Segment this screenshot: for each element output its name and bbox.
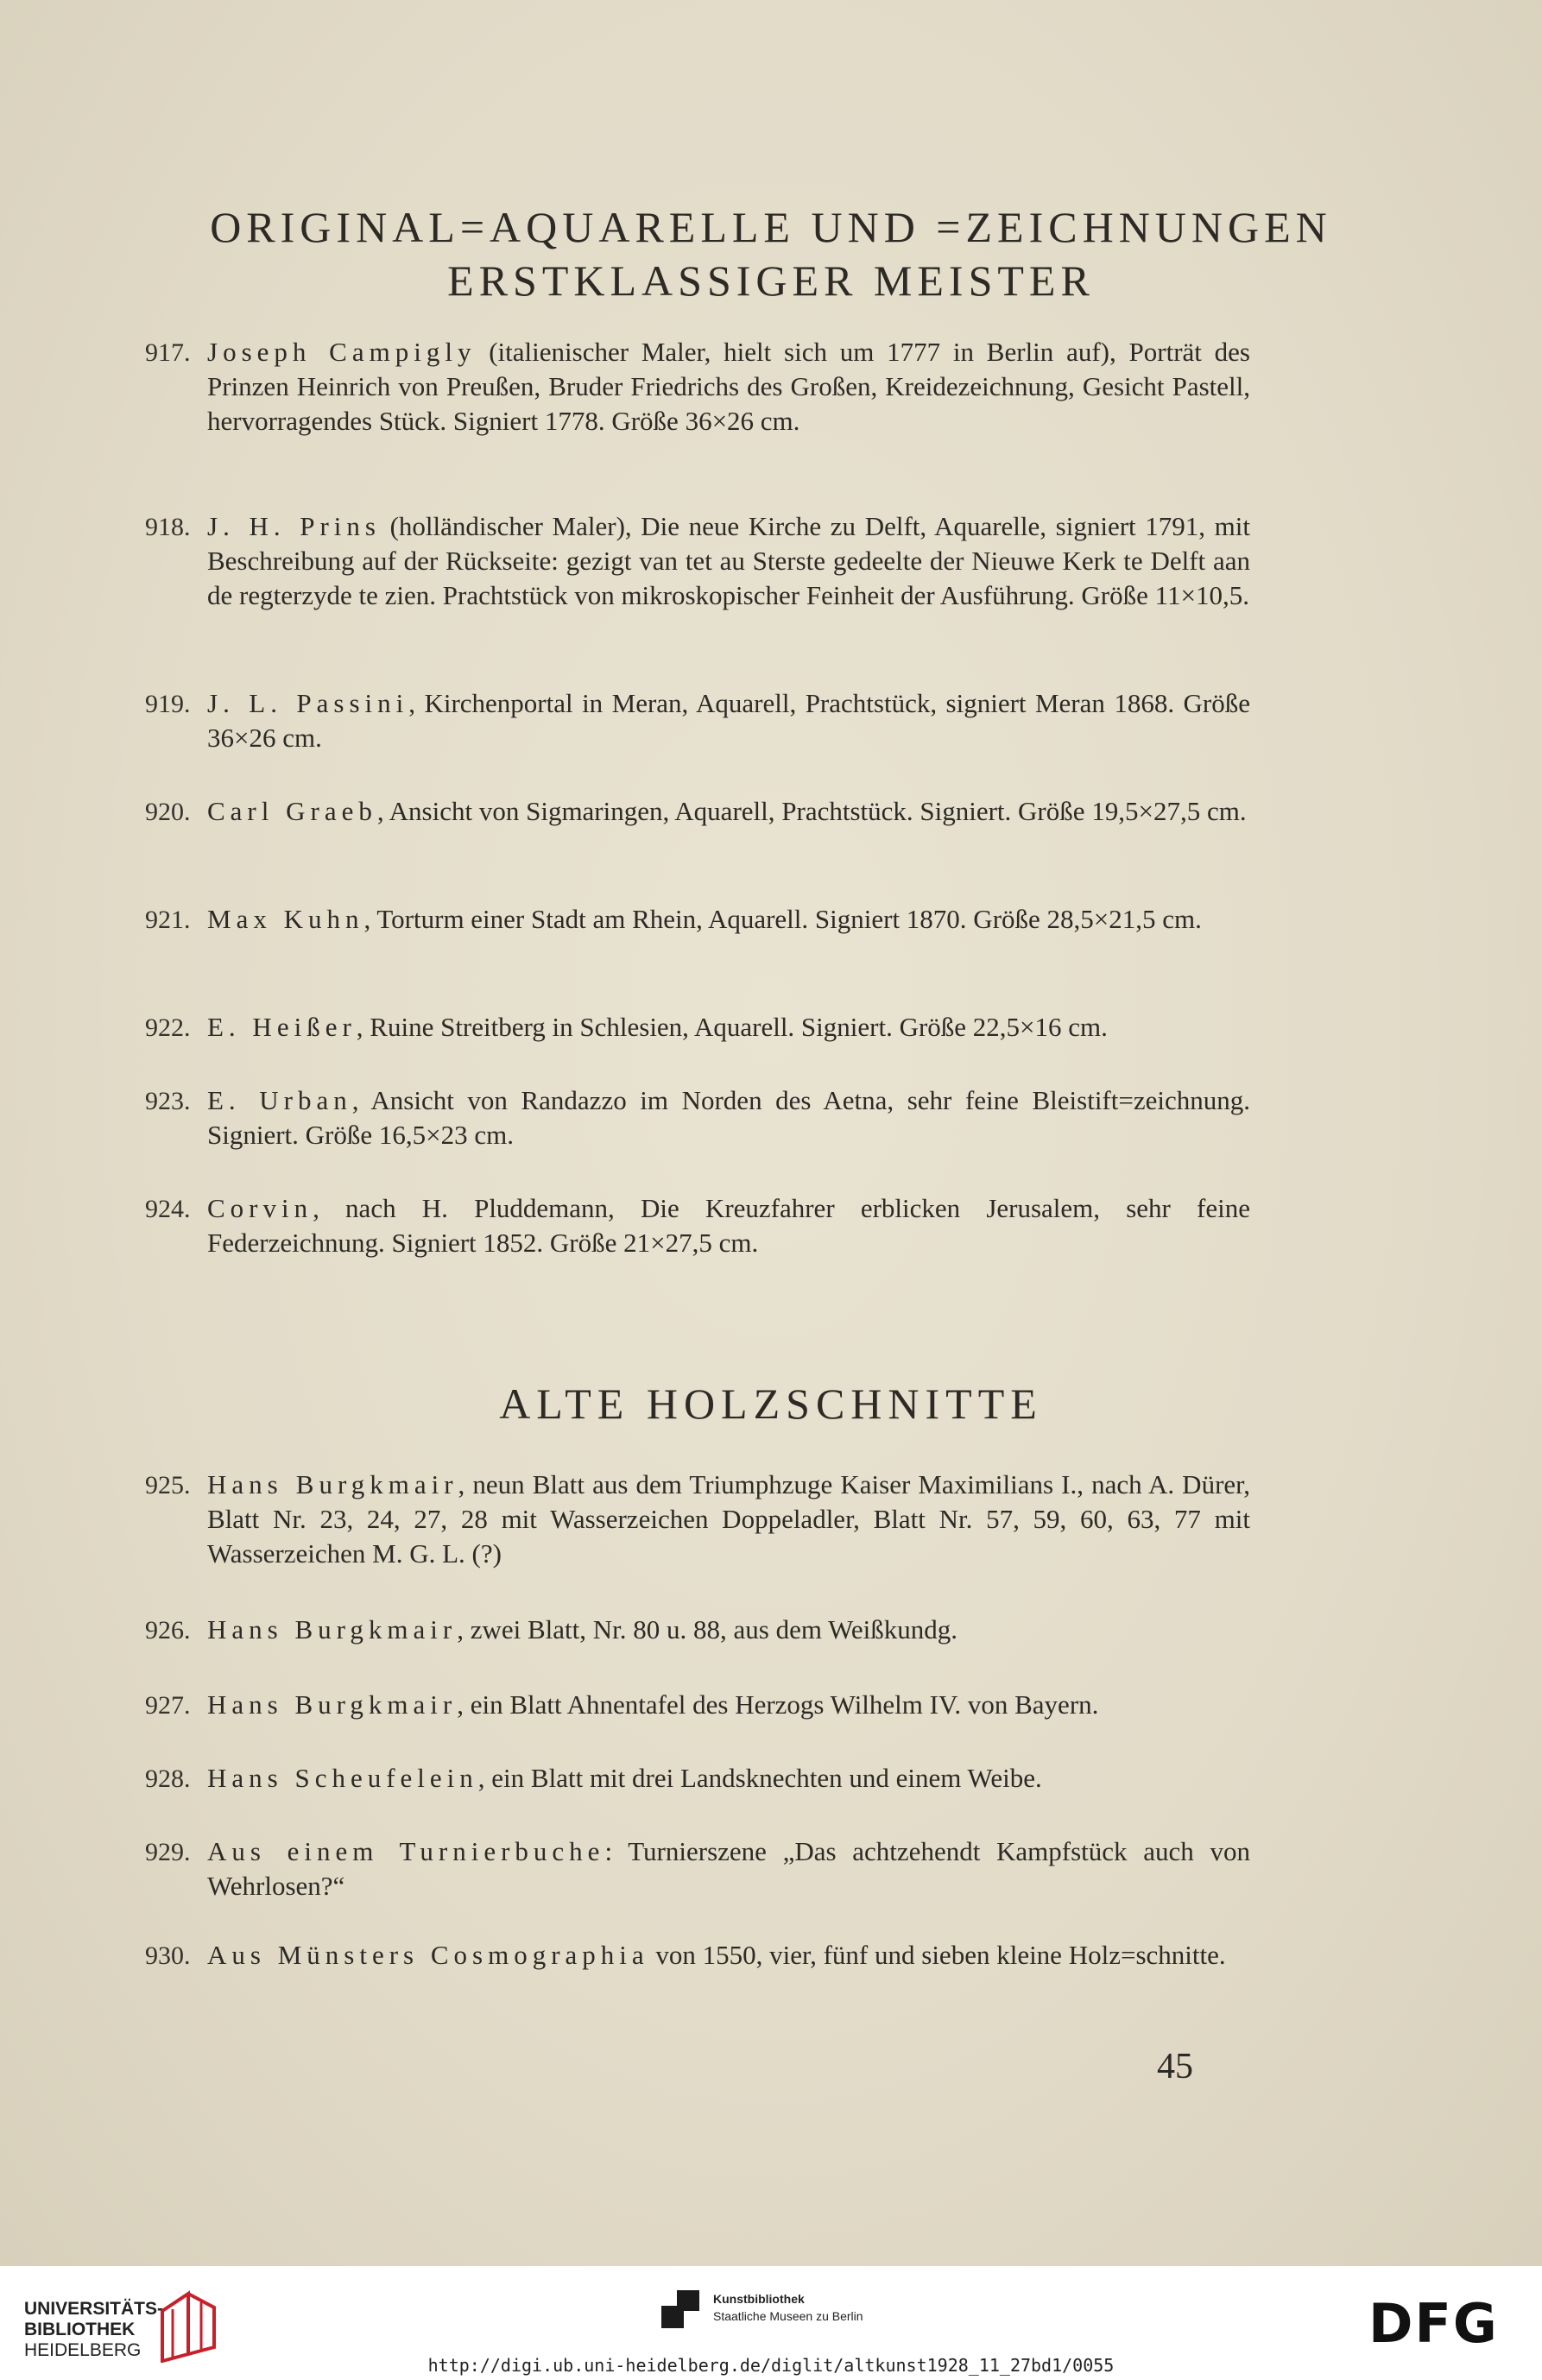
entry-description: , Ansicht von Sigmaringen, Aquarell, Prachtstück. Signiert. Größe 19,5×27,5 cm. bbox=[376, 796, 1247, 826]
entry-number: 922. bbox=[145, 1013, 191, 1042]
entry-description: , zwei Blatt, Nr. 80 u. 88, aus dem Weißkundg. bbox=[457, 1614, 958, 1645]
entry-artist: Aus Münsters Cosmographia bbox=[207, 1940, 649, 1970]
entry-text bbox=[207, 1938, 1250, 1973]
catalog-entry bbox=[145, 1834, 1250, 1903]
entry-description: (italienischer Maler, hielt sich um 1777 in Berlin auf), Porträt des Prinzen Heinrich von Preußen, Bruder Friedrichs des Großen, Kreidezeichnung, Gesicht Pastell, hervorragendes Stück. Signiert 1778. Größe 36×26 cm. bbox=[207, 337, 1250, 436]
catalog-entry bbox=[145, 1688, 1250, 1722]
uni-logo-line1: UNIVERSITÄTS- bbox=[24, 2299, 164, 2319]
dfg-logo[interactable] bbox=[1368, 2292, 1499, 2355]
entry-artist: E. Urban bbox=[207, 1085, 352, 1115]
entry-description: , ein Blatt Ahnentafel des Herzogs Wilhelm IV. von Bayern. bbox=[457, 1689, 1099, 1720]
entry-text bbox=[207, 794, 1250, 829]
catalog-entry bbox=[145, 1468, 1250, 1571]
catalog-entry bbox=[145, 686, 1250, 755]
entry-number: 925. bbox=[145, 1471, 191, 1499]
entry-artist: Max Kuhn bbox=[207, 904, 364, 934]
entry-description: , Ruine Streitberg in Schlesien, Aquarell. Signiert. Größe 22,5×16 cm. bbox=[356, 1012, 1108, 1042]
page-number: 45 bbox=[1157, 2047, 1193, 2086]
entry-artist: Hans Burgkmair bbox=[207, 1689, 458, 1720]
entry-text bbox=[207, 1834, 1250, 1903]
entry-artist: Carl Graeb bbox=[207, 796, 377, 826]
entry-description: , ein Blatt mit drei Landsknechten und einem Weibe. bbox=[477, 1763, 1042, 1793]
entry-description: : Turnierszene „Das achtzehendt Kampfstück auch von Wehrlosen?“ bbox=[207, 1836, 1250, 1901]
entry-number: 929. bbox=[145, 1838, 191, 1866]
catalog-entry bbox=[145, 1191, 1250, 1260]
catalog-entry bbox=[145, 1613, 1250, 1647]
entry-text bbox=[207, 1688, 1250, 1722]
entry-artist: J. H. Prins bbox=[207, 511, 381, 541]
catalog-entry bbox=[145, 1938, 1250, 1973]
entry-text bbox=[207, 1083, 1250, 1152]
entry-number: 927. bbox=[145, 1691, 191, 1720]
catalog-entry bbox=[145, 1761, 1250, 1796]
footer-bar bbox=[0, 2266, 1542, 2380]
uni-logo-line3: HEIDELBERG bbox=[24, 2340, 142, 2360]
entry-text bbox=[207, 1010, 1250, 1045]
kb-logo-line2: Staatliche Museen zu Berlin bbox=[713, 2309, 863, 2323]
uni-logo-line2: BIBLIOTHEK bbox=[24, 2320, 136, 2339]
entry-artist: Corvin bbox=[207, 1193, 313, 1223]
kunstbibliothek-emblem-icon bbox=[656, 2285, 705, 2333]
entry-number: 920. bbox=[145, 798, 191, 826]
entry-description: (holländischer Maler), Die neue Kirche zu Delft, Aquarelle, signiert 1791, mit Beschreibung auf der Rückseite: gezigt van tet au Sterste gedeelte der Nieuwe Kerk te Delft aan de regterzyde te zien. Prachtstück von mikroskopischer Feinheit der Ausführung. Größe 11×10,5. bbox=[207, 511, 1250, 610]
library-books-icon bbox=[154, 2285, 240, 2363]
entry-text bbox=[207, 1468, 1250, 1571]
catalog-entry bbox=[145, 335, 1250, 439]
entry-number: 924. bbox=[145, 1195, 191, 1223]
catalog-entry bbox=[145, 1083, 1250, 1152]
entry-artist: Hans Burgkmair bbox=[207, 1469, 458, 1499]
section-title-holzschnitte bbox=[0, 1377, 1542, 1430]
entry-number: 919. bbox=[145, 690, 191, 718]
dfg-logo-text: DFG bbox=[1368, 2292, 1499, 2355]
entry-number: 917. bbox=[145, 338, 191, 367]
entry-text bbox=[207, 1613, 1250, 1647]
entry-artist: E. Heißer bbox=[207, 1012, 357, 1042]
entry-artist: Hans Burgkmair bbox=[207, 1614, 458, 1645]
entry-description: , nach H. Pluddemann, Die Kreuzfahrer erblicken Jerusalem, sehr feine Federzeichnung. Signiert 1852. Größe 21×27,5 cm. bbox=[207, 1193, 1250, 1258]
entry-text bbox=[207, 686, 1250, 755]
entry-artist: Hans Scheufelein bbox=[207, 1763, 478, 1793]
catalog-entry bbox=[145, 902, 1250, 937]
entry-description: , Kirchenportal in Meran, Aquarell, Prachtstück, signiert Meran 1868. Größe 36×26 cm. bbox=[207, 688, 1250, 753]
section-title-line1: ORIGINAL=AQUARELLE UND =ZEICHNUNGEN bbox=[210, 203, 1332, 251]
section-title-line2: ERSTKLASSIGER MEISTER bbox=[447, 256, 1095, 305]
permalink-url[interactable]: http://digi.ub.uni-heidelberg.de/diglit/altkunst1928_11_27bd1/0055 bbox=[427, 2355, 1115, 2376]
catalog-entry bbox=[145, 509, 1250, 613]
entry-description: , Ansicht von Randazzo im Norden des Aetna, sehr feine Bleistift=zeichnung. Signiert. Größe 16,5×23 cm. bbox=[207, 1085, 1250, 1150]
entry-text bbox=[207, 509, 1250, 613]
entry-number: 926. bbox=[145, 1616, 191, 1645]
section-title-line1: ALTE HOLZSCHNITTE bbox=[499, 1379, 1043, 1428]
kunstbibliothek-logo[interactable] bbox=[656, 2285, 915, 2337]
entry-text bbox=[207, 1191, 1250, 1260]
entry-description: von 1550, vier, fünf und sieben kleine Holz=schnitte. bbox=[648, 1940, 1226, 1970]
entry-text bbox=[207, 335, 1250, 439]
entry-text bbox=[207, 902, 1250, 937]
entry-number: 921. bbox=[145, 906, 191, 934]
entry-number: 930. bbox=[145, 1941, 191, 1970]
section-title-aquarelle bbox=[0, 200, 1542, 307]
catalog-entry bbox=[145, 794, 1250, 829]
entry-number: 918. bbox=[145, 513, 191, 541]
entry-artist: J. L. Passini bbox=[207, 688, 409, 718]
kb-logo-line1: Kunstbibliothek bbox=[713, 2292, 805, 2306]
entry-number: 923. bbox=[145, 1087, 191, 1115]
entry-description: , neun Blatt aus dem Triumphzuge Kaiser Maximilians I., nach A. Dürer, Blatt Nr. 23, 24, 27, 28 mit Wasserzeichen Doppeladler, Blatt Nr. 57, 59, 60, 63, 77 mit Wasserzeichen M. G. L. (?) bbox=[207, 1469, 1250, 1569]
entry-number: 928. bbox=[145, 1764, 191, 1793]
entry-artist: Aus einem Turnierbuche bbox=[207, 1836, 605, 1866]
catalog-entry bbox=[145, 1010, 1250, 1045]
entry-text bbox=[207, 1761, 1250, 1796]
entry-artist: Joseph Campigly bbox=[207, 337, 477, 367]
entry-description: , Torturm einer Stadt am Rhein, Aquarell. Signiert 1870. Größe 28,5×21,5 cm. bbox=[363, 904, 1202, 934]
